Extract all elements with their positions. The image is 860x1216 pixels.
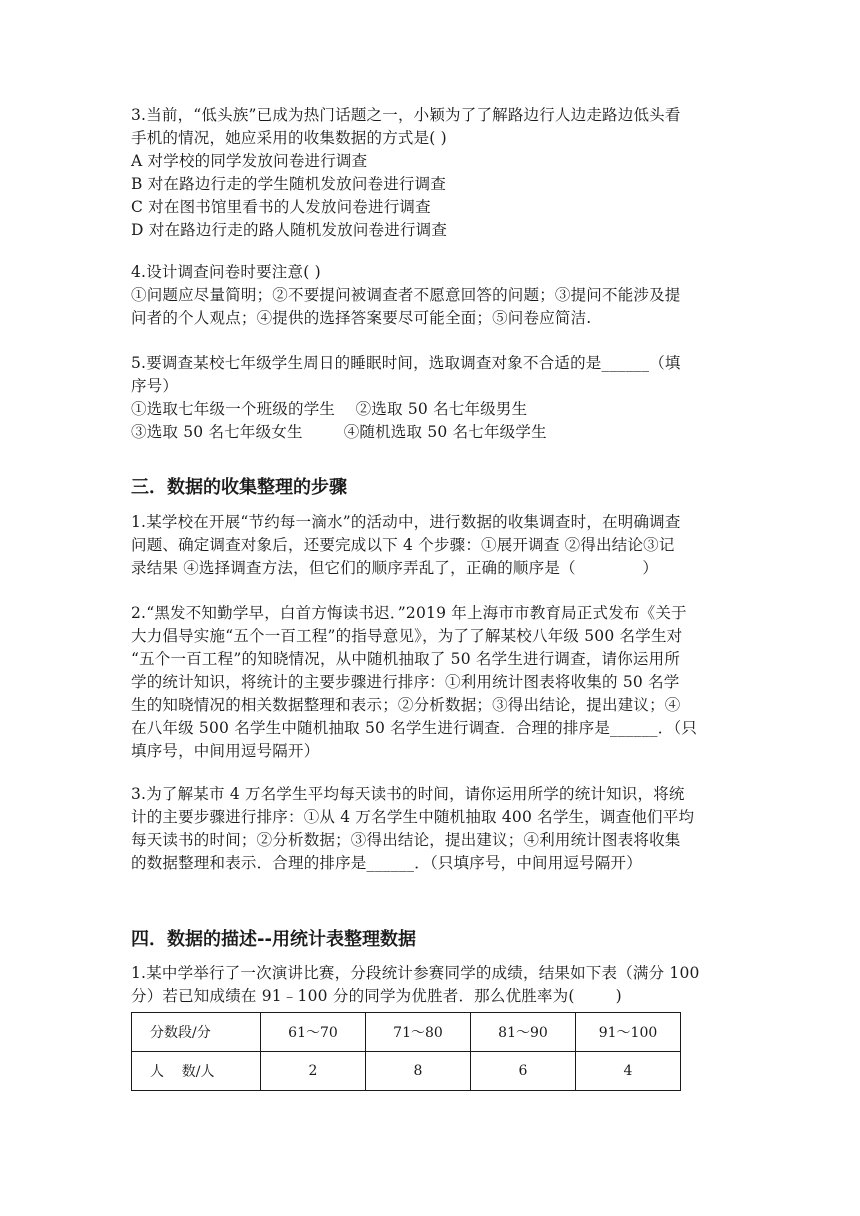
s3-q2-line-5: 生的知晓情况的相关数据整理和表示；②分析数据；③得出结论，提出建议；④ <box>131 696 681 714</box>
s3-q3-line-1: 3.为了解某市 4 万名学生平均每天读书的时间，请你运用所学的统计知识，将统 <box>131 785 685 803</box>
table-header-cell: 61～70 <box>261 1013 366 1052</box>
table-cell: 4 <box>576 1052 681 1091</box>
s3-q2-line-3: “五个一百工程”的知晓情况，从中随机抽取了 50 名学生进行调查，请你运用所 <box>131 650 681 668</box>
q3-option-d: D 对在路边行走的路人随机发放问卷进行调查 <box>131 221 448 239</box>
s3-q2-line-4: 学的统计知识，将统计的主要步骤进行排序：①利用统计图表将收集的 50 名学 <box>131 673 680 691</box>
table-header-row <box>132 1013 681 1052</box>
s4-q1-line-1: 1.某中学举行了一次演讲比赛，分段统计参赛同学的成绩，结果如下表（满分 100 <box>131 964 700 982</box>
q4-line-1: 4.设计调查问卷时要注意( ) <box>131 263 321 281</box>
s3-q3-line-3: 每天读书的时间；②分析数据；③得出结论，提出建议；④利用统计图表将收集 <box>131 831 681 849</box>
q4-line-3: 问者的个人观点；④提供的选择答案要尽可能全面；⑤问卷应简洁. <box>131 309 592 327</box>
s4-q1-line-2: 分）若已知成绩在 91﹣100 分的同学为优胜者．那么优胜率为( ) <box>131 987 622 1005</box>
s3-q2-line-7: 填序号，中间用逗号隔开） <box>131 742 320 760</box>
q3-option-c: C 对在图书馆里看书的人发放问卷进行调查 <box>131 198 431 216</box>
s3-q1-line-1: 1.某学校在开展“节约每一滴水”的活动中，进行数据的收集调查时，在明确调查 <box>131 513 681 531</box>
q5-line-2: 序号） <box>131 377 179 395</box>
q5-line-3: ①选取七年级一个班级的学生 ②选取 50 名七年级男生 <box>131 400 528 418</box>
s3-q2-line-6: 在八年级 500 名学生中随机抽取 50 名学生进行调查．合理的排序是______．（只 <box>131 719 698 737</box>
q4-line-2: ①问题应尽量简明；②不要提问被调查者不愿意回答的问题；③提问不能涉及提 <box>131 286 681 304</box>
table-cell: 6 <box>471 1052 576 1091</box>
q3-option-a: A 对学校的同学发放问卷进行调查 <box>131 152 368 170</box>
table-header-label: 分数段/分 <box>132 1013 261 1052</box>
q5-line-4: ③选取 50 名七年级女生 ④随机选取 50 名七年级学生 <box>131 423 547 441</box>
table-row <box>132 1052 681 1091</box>
q3-option-b: B 对在路边行走的学生随机发放问卷进行调查 <box>131 175 447 193</box>
s3-q2-line-1: 2.“黑发不知勤学早，白首方悔读书迟．”2019 年上海市市教育局正式发布《关于 <box>131 604 687 622</box>
q3-line-1: 3.当前，“低头族”已成为热门话题之一，小颖为了了解路边行人边走路边低头看 <box>131 106 681 124</box>
score-distribution-table <box>131 1012 681 1091</box>
table-header-cell: 91～100 <box>576 1013 681 1052</box>
table-cell: 8 <box>366 1052 471 1091</box>
table-row-label: 人 数/人 <box>132 1052 261 1091</box>
s3-q1-line-3: 录结果 ④选择调查方法，但它们的顺序弄乱了，正确的顺序是（ ） <box>131 559 659 577</box>
table-header-cell: 81～90 <box>471 1013 576 1052</box>
table-header-cell: 71～80 <box>366 1013 471 1052</box>
s3-q1-line-2: 问题、确定调查对象后，还要完成以下 4 个步骤：①展开调查 ②得出结论③记 <box>131 536 675 554</box>
section4-title: 四．数据的描述--用统计表整理数据 <box>131 929 416 950</box>
q5-line-1: 5.要调查某校七年级学生周日的睡眠时间，选取调查对象不合适的是______（填 <box>131 354 681 372</box>
s3-q3-line-2: 计的主要步骤进行排序：①从 4 万名学生中随机抽取 400 名学生，调查他们平均 <box>131 808 695 826</box>
s3-q2-line-2: 大力倡导实施“五个一百工程”的指导意见》，为了了解某校八年级 500 名学生对 <box>131 627 683 645</box>
section3-title: 三．数据的收集整理的步骤 <box>131 477 347 498</box>
q3-line-2: 手机的情况，她应采用的收集数据的方式是( ) <box>131 129 447 147</box>
s3-q3-line-4: 的数据整理和表示．合理的排序是______．（只填序号，中间用逗号隔开） <box>131 854 642 872</box>
table-cell: 2 <box>261 1052 366 1091</box>
